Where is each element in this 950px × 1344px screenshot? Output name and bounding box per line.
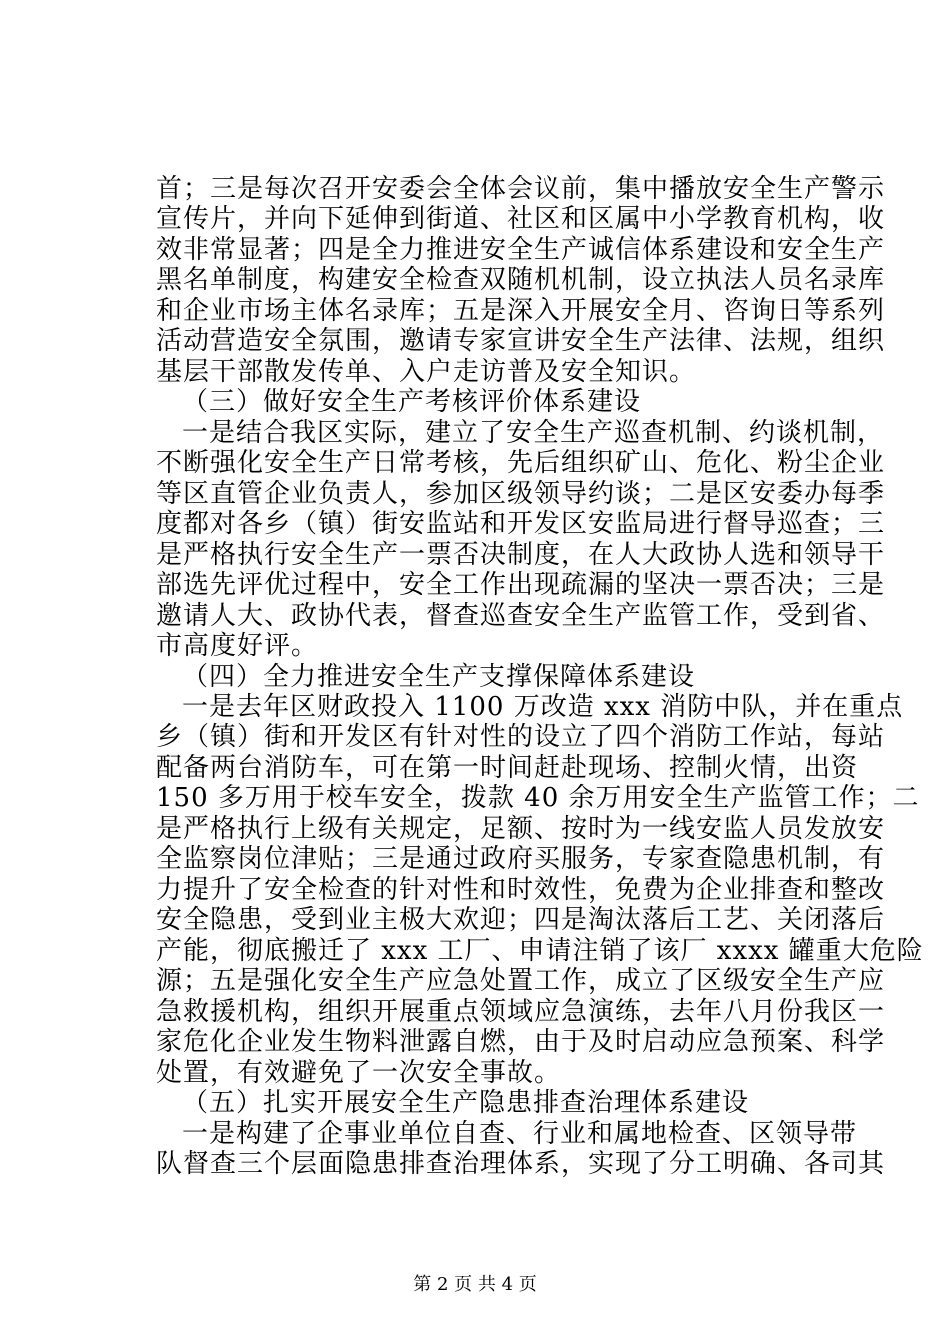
paragraph-line: 安全隐患，受到业主极大欢迎；四是淘汰落后工艺、关闭落后 (156, 905, 886, 935)
paragraph-line: 队督查三个层面隐患排查治理体系，实现了分工明确、各司其 (156, 1149, 886, 1179)
paragraph-line: 家危化企业发生物料泄露自燃，由于及时启动应急预案、科学 (156, 1027, 886, 1057)
paragraph-line: 一是去年区财政投入 1100 万改造 xxx 消防中队，并在重点 (182, 692, 904, 722)
paragraph-line: 市高度好评。 (156, 631, 319, 661)
paragraph-line: 和企业市场主体名录库；五是深入开展安全月、咨询日等系列 (156, 296, 886, 326)
section-heading: （五）扎实开展安全生产隐患排查治理体系建设 (182, 1088, 750, 1118)
paragraph-line: 效非常显著；四是全力推进安全生产诚信体系建设和安全生产 (156, 235, 886, 265)
paragraph-line: 邀请人大、政协代表，督查巡查安全生产监管工作，受到省、 (156, 601, 886, 631)
paragraph-line: 150 多万用于校车安全，拨款 40 余万用安全生产监管工作；二 (156, 783, 920, 813)
paragraph-line: 是严格执行上级有关规定，足额、按时为一线安监人员发放安 (156, 814, 886, 844)
paragraph-line: 源；五是强化安全生产应急处置工作，成立了区级安全生产应 (156, 966, 886, 996)
paragraph-line: 宣传片，并向下延伸到街道、社区和区属中小学教育机构，收 (156, 204, 886, 234)
page-number-footer: 第 2 页 共 4 页 (413, 1274, 537, 1295)
paragraph-line: 首；三是每次召开安委会全体会议前，集中播放安全生产警示 (156, 174, 886, 204)
paragraph-line: 是严格执行安全生产一票否决制度，在人大政协人选和领导干 (156, 540, 886, 570)
paragraph-line: 等区直管企业负责人，参加区级领导约谈；二是区安委办每季 (156, 479, 886, 509)
paragraph-line: 乡（镇）街和开发区有针对性的设立了四个消防工作站，每站 (156, 722, 886, 752)
paragraph-line: 急救援机构，组织开展重点领域应急演练，去年八月份我区一 (156, 997, 886, 1027)
paragraph-line: 处置，有效避免了一次安全事故。 (156, 1058, 562, 1088)
paragraph-line: 部选先评优过程中，安全工作出现疏漏的坚决一票否决；三是 (156, 570, 886, 600)
section-heading: （三）做好安全生产考核评价体系建设 (182, 387, 642, 417)
paragraph-line: 一是构建了企事业单位自查、行业和属地检查、区领导带 (182, 1119, 858, 1149)
paragraph-line: 活动营造安全氛围，邀请专家宣讲安全生产法律、法规，组织 (156, 326, 886, 356)
paragraph-line: 黑名单制度，构建安全检查双随机机制，设立执法人员名录库 (156, 265, 886, 295)
paragraph-line: 配备两台消防车，可在第一时间赶赴现场、控制火情，出资 (156, 753, 859, 783)
paragraph-line: 不断强化安全生产日常考核，先后组织矿山、危化、粉尘企业 (156, 448, 886, 478)
section-heading: （四）全力推进安全生产支撑保障体系建设 (182, 662, 696, 692)
paragraph-line: 度都对各乡（镇）街安监站和开发区安监局进行督导巡查；三 (156, 509, 886, 539)
paragraph-line: 产能，彻底搬迁了 xxx 工厂、申请注销了该厂 xxxx 罐重大危险 (156, 936, 924, 966)
paragraph-line: 基层干部散发传单、入户走访普及安全知识。 (156, 357, 697, 387)
paragraph-line: 全监察岗位津贴；三是通过政府买服务，专家查隐患机制，有 (156, 844, 886, 874)
paragraph-line: 力提升了安全检查的针对性和时效性，免费为企业排查和整改 (156, 875, 886, 905)
paragraph-line: 一是结合我区实际，建立了安全生产巡查机制、约谈机制， (182, 418, 885, 448)
